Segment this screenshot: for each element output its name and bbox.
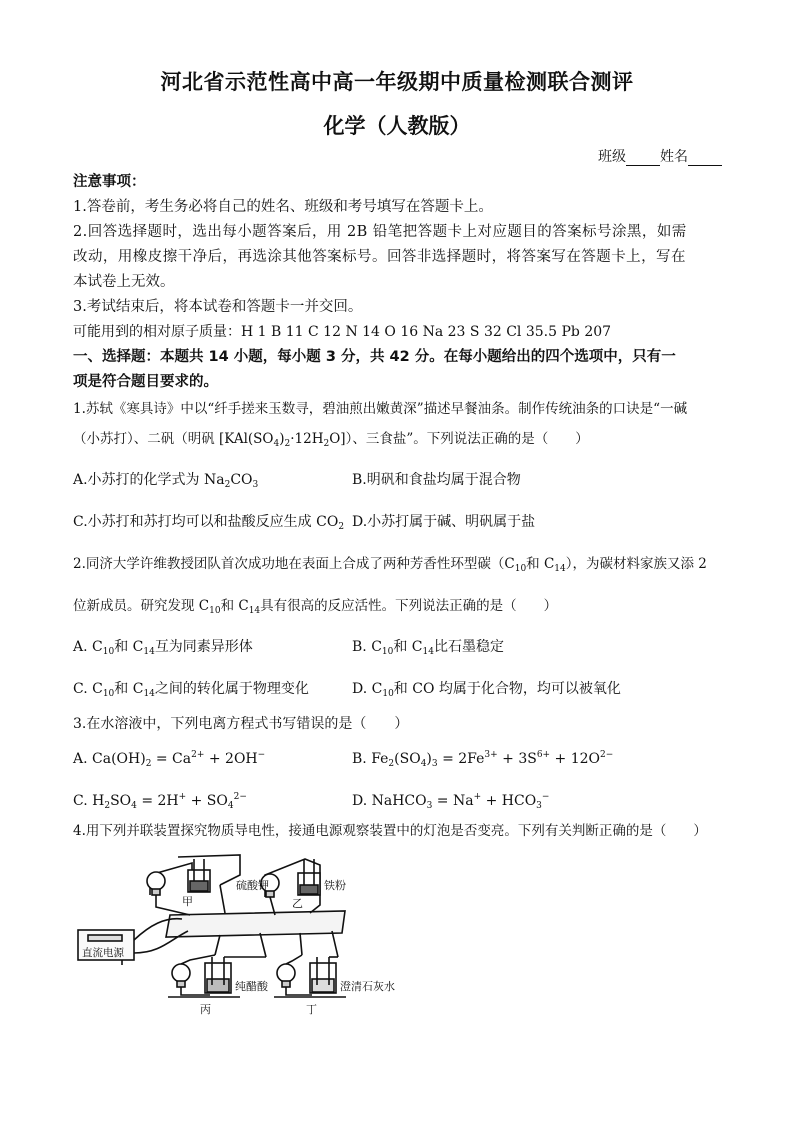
- section-heading: 一、选择题：本题共 14 小题，每小题 3 分，共 42 分。在每小题给出的四个选项中，只有一: [73, 349, 676, 365]
- q3-option-b[interactable]: B. $Fe_2(SO_4)_3 = 2Fe^{3+} + 3S^{6+} + 12O^{2-}$: [352, 750, 614, 769]
- bulb-ding: [277, 964, 295, 982]
- q1-option-c[interactable]: C.小苏打和苏打均可以和盐酸反应生成 $CO_2$: [73, 514, 345, 532]
- section-heading-cont: 项是符合题目要求的。: [73, 374, 218, 390]
- bulb-jia: [147, 872, 165, 890]
- class-name-line: [598, 146, 722, 166]
- bus-board: [166, 911, 345, 937]
- note-2-end: 本试卷上无效。: [73, 274, 175, 290]
- label-sub-yi: 铁粉: [324, 879, 346, 892]
- notes-heading: 注意事项：: [73, 174, 146, 190]
- note-1: 1.答卷前，考生务必将自己的姓名、班级和考号填写在答题卡上。: [73, 199, 493, 215]
- bulb-bing: [172, 964, 190, 982]
- label-sub-bing: 纯醋酸: [235, 980, 268, 993]
- atomic-masses: 可能用到的相对原子质量：H 1 B 11 C 12 N 14 O 16 Na 23 S 32 Cl 35.5 Pb 207: [73, 324, 612, 340]
- q3-stem: 3.在水溶液中，下列电离方程式书写错误的是（ ）: [73, 716, 409, 732]
- q2-option-c[interactable]: C. $C_{10}$和 $C_{14}$之间的转化属于物理变化: [73, 681, 309, 699]
- label-sub-jia: 硫酸钾: [236, 879, 269, 892]
- class-blank[interactable]: [626, 151, 660, 166]
- q2-option-a[interactable]: A. $C_{10}$和 $C_{14}$互为同素异形体: [73, 639, 253, 657]
- name-blank[interactable]: [688, 151, 722, 166]
- q3-option-d[interactable]: D. NaHCO$_3$ = $Na^+ + HCO_3^-$: [352, 792, 550, 811]
- label-jia: 甲: [182, 895, 193, 908]
- q2-stem-line2: 位新成员。研究发现 $C_{10}$和 $C_{14}$具有很高的反应活性。下列说法正确的是（ ）: [73, 598, 558, 616]
- q1-option-a[interactable]: A.小苏打的化学式为 $Na_2CO_3$: [73, 472, 259, 490]
- exam-title: 河北省示范性高中高一年级期中质量检测联合测评: [160, 70, 634, 94]
- note-2-cont: 改动，用橡皮擦干净后，再选涂其他答案标号。回答非选择题时，将答案写在答题卡上，写在: [73, 249, 686, 265]
- q2-stem-line1: 2.同济大学许维教授团队首次成功地在表面上合成了两种芳香性环型碳（$C_{10}$和 $C_{14}$），为碳材料家族又添 2: [73, 556, 707, 574]
- label-sub-ding: 澄清石灰水: [340, 980, 395, 993]
- note-3: 3.考试结束后，将本试卷和答题卡一并交回。: [73, 299, 363, 315]
- name-label: 姓名: [660, 149, 688, 165]
- q4-stem: 4.用下列并联装置探究物质导电性，接通电源观察装置中的灯泡是否变亮。下列有关判断正确的是（ ）: [73, 823, 707, 839]
- q2-option-d[interactable]: D. $C_{10}$和 CO 均属于化合物，均可以被氧化: [352, 681, 621, 699]
- label-yi: 乙: [292, 897, 303, 910]
- class-label: 班级: [598, 149, 626, 165]
- label-bing: 丙: [200, 1003, 211, 1016]
- q3-option-c[interactable]: C. $H_2SO_4 = 2H^+ + SO_4^{2-}$: [73, 792, 247, 811]
- q1-stem-line2: （小苏打）、二矾（明矾 $[KAl(SO_4)_2\cdot 12H_2O]$）、三食盐”。下列说法正确的是（ ）: [73, 431, 589, 449]
- q1-option-b[interactable]: B.明矾和食盐均属于混合物: [352, 472, 521, 488]
- label-power: 直流电源: [82, 947, 124, 959]
- note-2: 2.回答选择题时，选出每小题答案后，用 2B 铅笔把答题卡上对应题目的答案标号涂黑，如需: [73, 224, 687, 240]
- q1-stem-line1: 1.苏轼《寒具诗》中以“纤手搓来玉数寻，碧油煎出嫩黄深”描述早餐油条。制作传统油条的口诀是“一碱: [73, 401, 688, 417]
- q2-option-b[interactable]: B. $C_{10}$和 $C_{14}$比石墨稳定: [352, 639, 504, 657]
- q3-option-a[interactable]: A. $Ca(OH)_2 = Ca^{2+} + 2OH^-$: [73, 750, 266, 769]
- exam-subtitle: 化学（人教版）: [323, 114, 471, 138]
- conductivity-circuit-figure: [70, 845, 490, 1025]
- q1-option-d[interactable]: D.小苏打属于碱、明矾属于盐: [352, 514, 536, 530]
- label-ding: 丁: [306, 1003, 317, 1016]
